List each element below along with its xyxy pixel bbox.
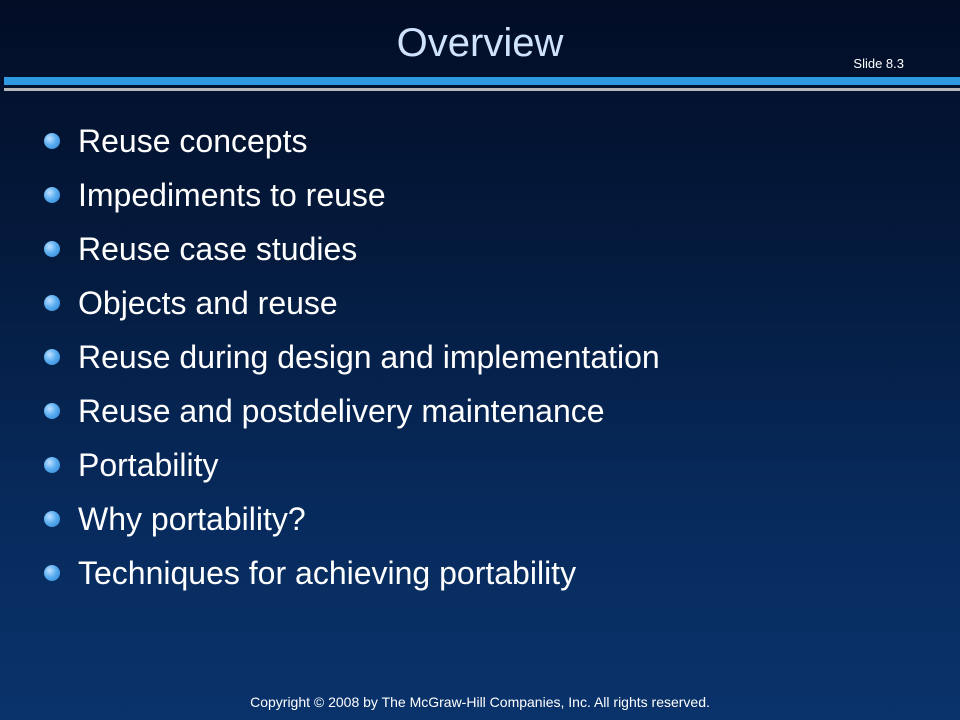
bullet-text: Reuse during design and implementation	[78, 339, 660, 375]
list-item	[44, 168, 660, 222]
bullet-icon	[44, 241, 60, 257]
title-divider-accent	[4, 77, 960, 85]
bullet-text: Portability	[78, 447, 219, 483]
title-divider-secondary	[4, 88, 960, 91]
slide-number: Slide 8.3	[853, 56, 904, 71]
bullet-icon	[44, 565, 60, 581]
bullet-text: Impediments to reuse	[78, 177, 386, 213]
copyright-footer: Copyright © 2008 by The McGraw-Hill Companies, Inc. All rights reserved.	[250, 694, 710, 710]
bullet-text: Objects and reuse	[78, 285, 338, 321]
list-item	[44, 438, 660, 492]
bullet-icon	[44, 187, 60, 203]
bullet-icon	[44, 133, 60, 149]
bullet-text: Reuse and postdelivery maintenance	[78, 393, 605, 429]
bullet-text: Reuse concepts	[78, 123, 308, 159]
list-item	[44, 330, 660, 384]
list-item	[44, 276, 660, 330]
bullet-icon	[44, 349, 60, 365]
list-item	[44, 546, 660, 600]
bullet-icon	[44, 295, 60, 311]
list-item	[44, 492, 660, 546]
bullet-text: Reuse case studies	[78, 231, 358, 267]
list-item	[44, 384, 660, 438]
bullet-icon	[44, 457, 60, 473]
list-item	[44, 114, 660, 168]
slide-title: Overview	[396, 21, 564, 65]
bullet-icon	[44, 511, 60, 527]
bullet-text: Why portability?	[78, 501, 306, 537]
bullet-list	[44, 114, 660, 600]
list-item	[44, 222, 660, 276]
bullet-icon	[44, 403, 60, 419]
bullet-text: Techniques for achieving portability	[78, 555, 577, 591]
